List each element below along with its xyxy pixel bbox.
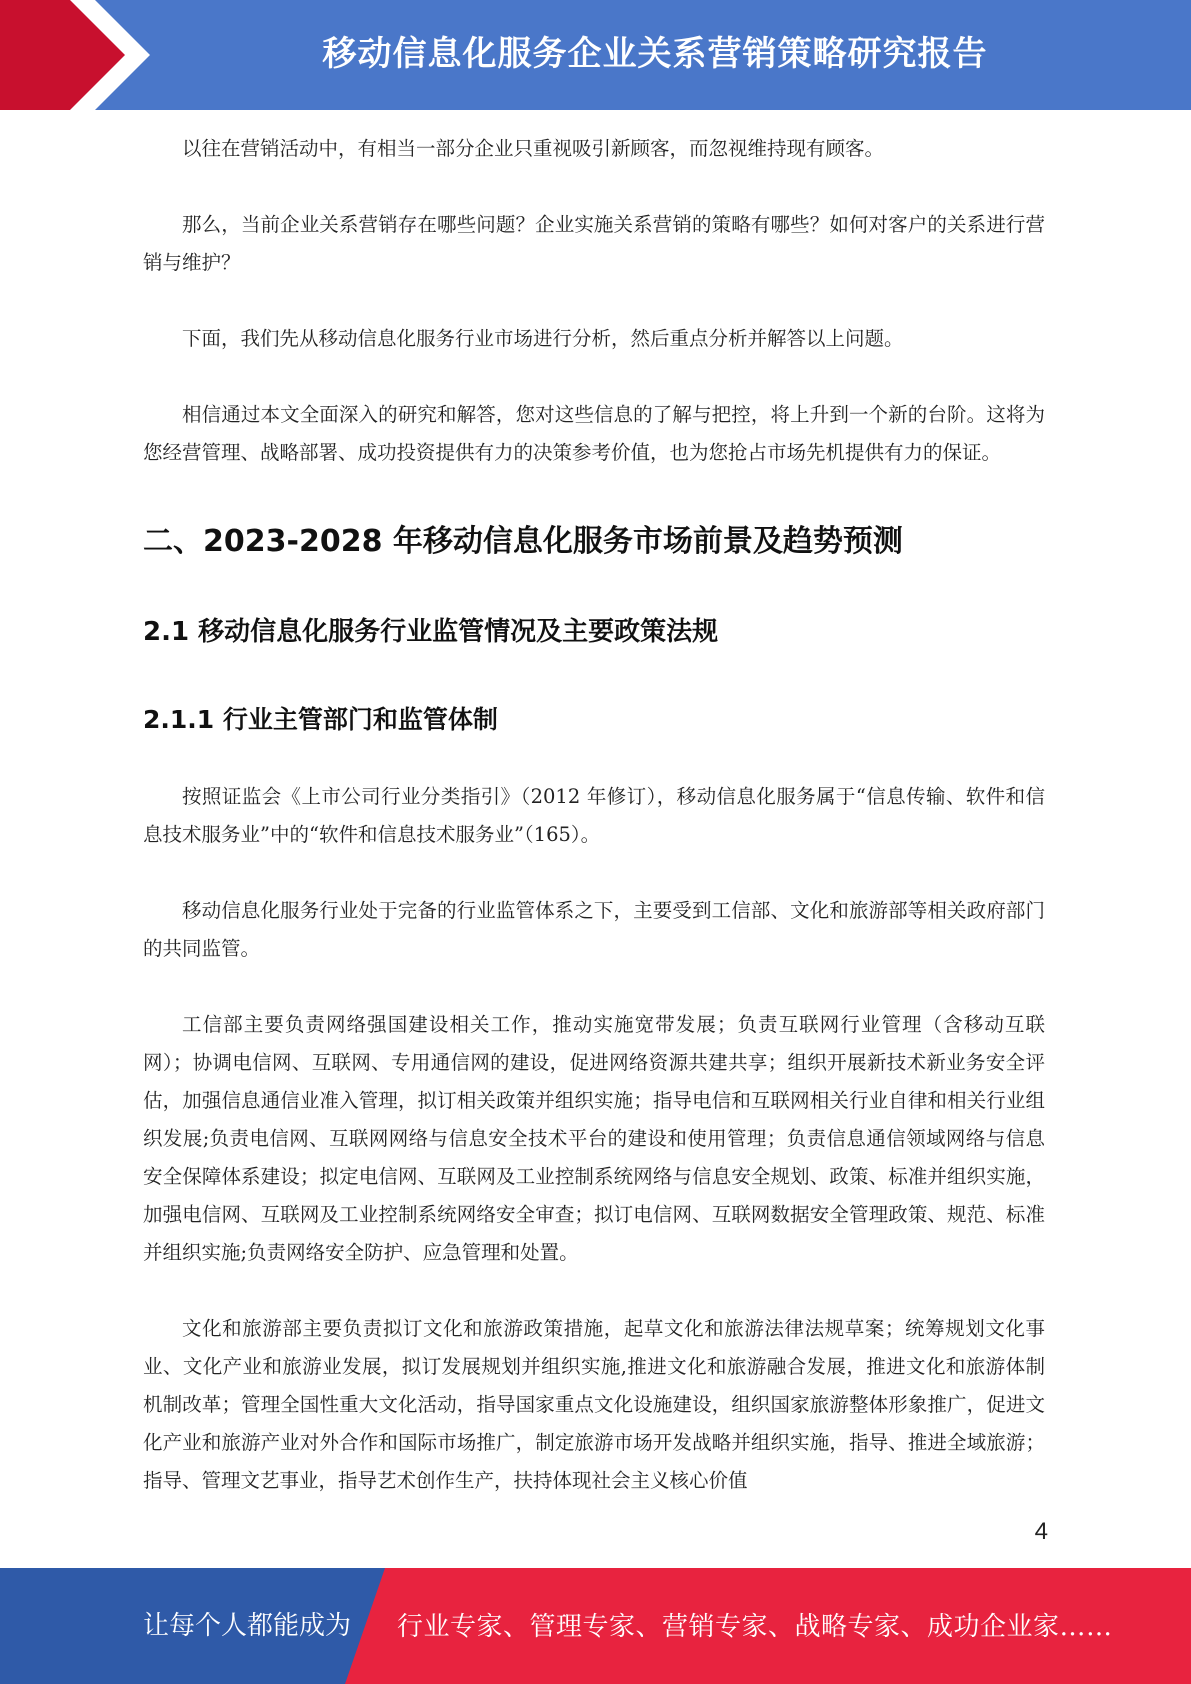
- header-banner: [0, 0, 1191, 110]
- footer-slogan-left: 让每个人都能成为: [143, 1611, 352, 1641]
- paragraph-intro-4: 相信通过本文全面深入的研究和解答，您对这些信息的了解与把控，将上升到一个新的台阶。这将为您经营管理、战略部署、成功投资提供有力的决策参考价值，也为您抢占市场先机提供有力的保证。: [143, 403, 1045, 464]
- paragraph-classification: 按照证监会《上市公司行业分类指引》（2012 年修订），移动信息化服务属于“信息传输、软件和信息技术服务业”中的“软件和信息技术服务业”（165）。: [143, 785, 1045, 846]
- subsection-heading: 2.1 移动信息化服务行业监管情况及主要政策法规: [143, 617, 719, 647]
- footer-banner: [0, 1568, 1191, 1684]
- footer-slogan-right: 行业专家、管理专家、营销专家、战略专家、成功企业家……: [397, 1612, 1113, 1642]
- page-number: 4: [1034, 1518, 1048, 1545]
- report-title: 移动信息化服务企业关系营销策略研究报告: [322, 34, 988, 74]
- header-arrow-decoration: [0, 0, 160, 110]
- paragraph-miit: 工信部主要负责网络强国建设相关工作，推动实施宽带发展；负责互联网行业管理（含移动互联网）；协调电信网、互联网、专用通信网的建设，促进网络资源共建共享；组织开展新技术新业务安全评估，加强信息通信业准入管理，拟订相关政策并组织实施；指导电信和互联网相关行业自律和相关行业组织发展;负责电信网、互联网网络与信息安全技术平台的建设和使用管理；负责信息通信领域网络与信息安全保障体系建设；拟定电信网、互联网及工业控制系统网络与信息安全规划、政策、标准并组织实施，加强电信网、互联网及工业控制系统网络安全审查；拟订电信网、互联网数据安全管理政策、规范、标准并组织实施;负责网络安全防护、应急管理和处置。: [143, 1013, 1045, 1264]
- paragraph-intro-1: 以往在营销活动中，有相当一部分企业只重视吸引新顾客，而忽视维持现有顾客。: [182, 137, 885, 160]
- paragraph-culture-tourism: 文化和旅游部主要负责拟订文化和旅游政策措施，起草文化和旅游法律法规草案；统筹规划文化事业、文化产业和旅游业发展，拟订发展规划并组织实施,推进文化和旅游融合发展，推进文化和旅游体制机制改革；管理全国性重大文化活动，指导国家重点文化设施建设，组织国家旅游整体形象推广，促进文化产业和旅游产业对外合作和国际市场推广，制定旅游市场开发战略并组织实施，指导、推进全域旅游；指导、管理文艺事业，指导艺术创作生产，扶持体现社会主义核心价值: [143, 1317, 1045, 1492]
- main-content: [143, 130, 1045, 1500]
- paragraph-intro-3: 下面，我们先从移动信息化服务行业市场进行分析，然后重点分析并解答以上问题。: [182, 327, 904, 350]
- subsubsection-heading: 2.1.1 行业主管部门和监管体制: [143, 705, 498, 734]
- paragraph-intro-2: 那么，当前企业关系营销存在哪些问题？企业实施关系营销的策略有哪些？如何对客户的关系进行营销与维护？: [143, 213, 1045, 274]
- paragraph-regulation: 移动信息化服务行业处于完备的行业监管体系之下，主要受到工信部、文化和旅游部等相关政府部门的共同监管。: [143, 899, 1045, 960]
- section-heading: 二、2023-2028 年移动信息化服务市场前景及趋势预测: [143, 524, 903, 559]
